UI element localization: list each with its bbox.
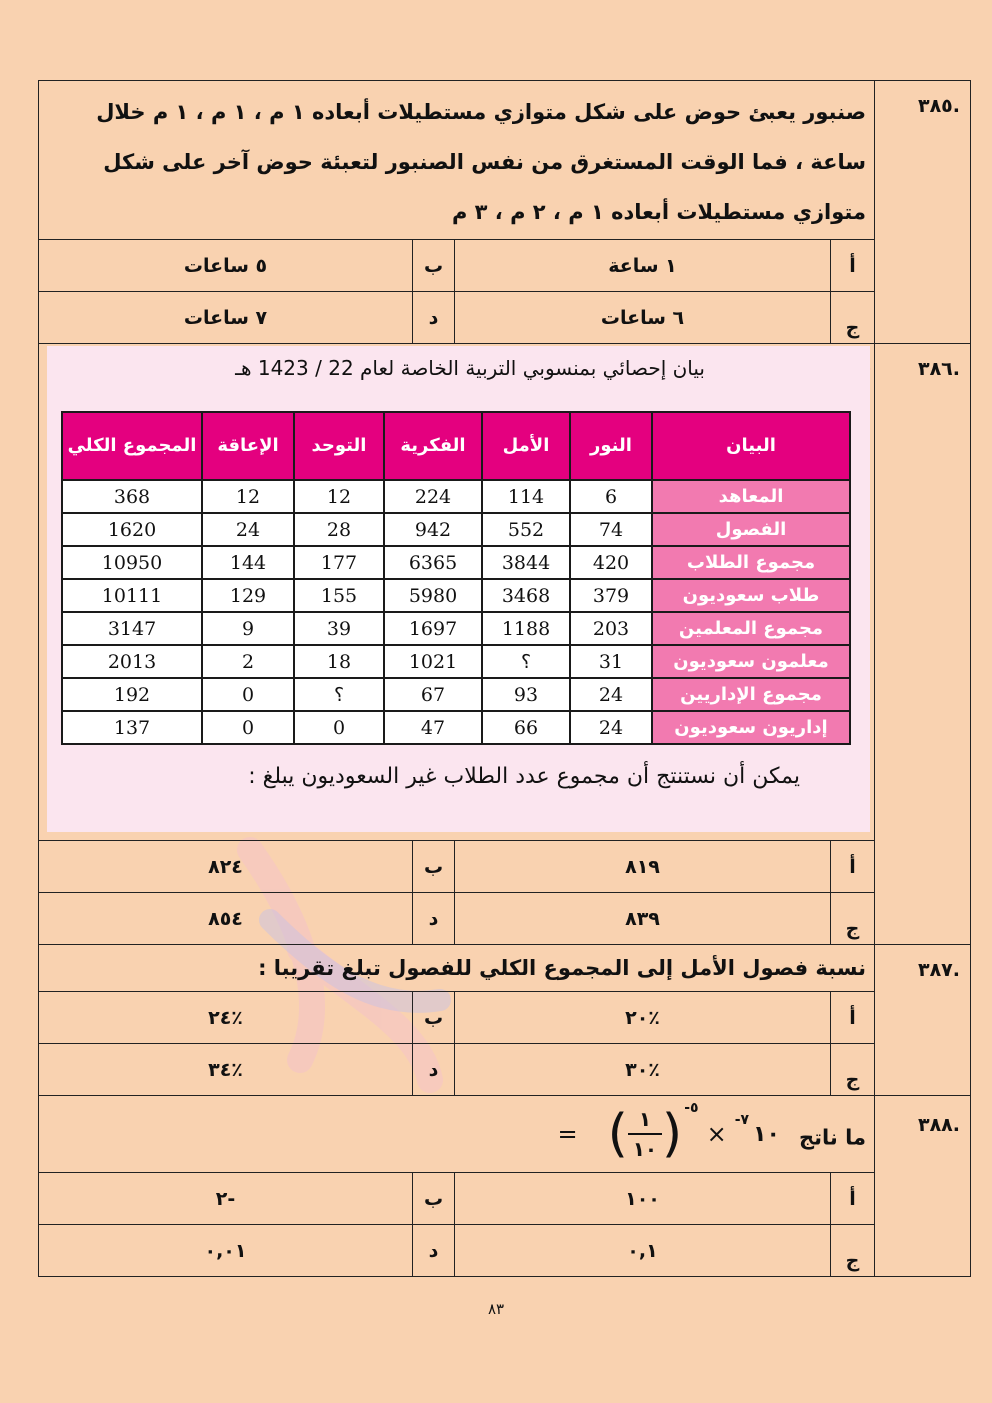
q386-letter-d: د <box>413 893 455 945</box>
table-cell: 24 <box>570 678 652 711</box>
q386-option-a[interactable]: ٨١٩ <box>455 841 831 893</box>
q387-letter-d: د <box>413 1044 455 1096</box>
table-cell: 9 <box>202 612 294 645</box>
table-cell: 5980 <box>384 579 482 612</box>
table-cell: 18 <box>294 645 384 678</box>
table-cell: 6 <box>570 480 652 513</box>
q388-letter-c: ج <box>831 1225 875 1277</box>
q385-stem-row <box>39 81 971 240</box>
q387-letter-c: ج <box>831 1044 875 1096</box>
q388-option-a[interactable]: ١٠٠ <box>455 1173 831 1225</box>
q388-times: × <box>706 1120 727 1148</box>
q385-letter-d: د <box>413 292 455 344</box>
table-row <box>62 711 850 744</box>
row-label: معلمون سعوديون <box>652 645 850 678</box>
q385-text: صنبور يعبئ حوض على شكل متوازي مستطيلات أبعاده ١ م ، ١ م ، ١ م خلال ساعة ، فما الوقت المستغرق من نفس الصنبور لتعبئة حوض آخر على شكل متوازي مستطيلات أبعاده ١ م ، ٢ م ، ٣ م <box>39 81 875 240</box>
row-label: الفصول <box>652 513 850 546</box>
q386-stem-row <box>39 344 971 841</box>
table-cell: 67 <box>384 678 482 711</box>
table-cell: 2013 <box>62 645 202 678</box>
q387-option-c[interactable]: ٪٣٠ <box>455 1044 831 1096</box>
table-cell: ؟ <box>294 678 384 711</box>
q388-exponent-2: -٥ <box>684 1100 699 1116</box>
row-label: المعاهد <box>652 480 850 513</box>
header-cell: التوحد <box>294 412 384 480</box>
table-cell: 224 <box>384 480 482 513</box>
q387-option-a[interactable]: ٪٢٠ <box>455 992 831 1044</box>
table-cell: 203 <box>570 612 652 645</box>
q385-options-row-2 <box>39 292 971 344</box>
left-paren-icon: ( <box>607 1104 628 1164</box>
page-number: ٨٣ <box>487 1300 505 1318</box>
q387-letter-b: ب <box>413 992 455 1044</box>
table-row <box>62 612 850 645</box>
q386-content <box>39 344 875 841</box>
table-cell: 3468 <box>482 579 570 612</box>
table-cell: 10950 <box>62 546 202 579</box>
q387-options-row-2 <box>39 1044 971 1096</box>
q385-options-row-1 <box>39 240 971 292</box>
header-cell: النور <box>570 412 652 480</box>
q386-options-row-2 <box>39 893 971 945</box>
table-cell: 47 <box>384 711 482 744</box>
table-cell: 0 <box>202 678 294 711</box>
table-cell: 192 <box>62 678 202 711</box>
table-cell: 0 <box>202 711 294 744</box>
q385-letter-c: ج <box>831 292 875 344</box>
statistics-header-row <box>62 412 850 480</box>
q388-denominator: ١٠ <box>632 1137 658 1161</box>
q388-letter-b: ب <box>413 1173 455 1225</box>
row-label: مجموع الطلاب <box>652 546 850 579</box>
table-row <box>62 480 850 513</box>
table-cell: 6365 <box>384 546 482 579</box>
header-cell: المجموع الكلي <box>62 412 202 480</box>
header-cell: الفكرية <box>384 412 482 480</box>
q388-option-d[interactable]: ٠,٠١ <box>39 1225 413 1277</box>
q388-lead: ما ناتج <box>799 1125 866 1150</box>
table-cell: 420 <box>570 546 652 579</box>
q386-question: يمكن أن نستنتج أن مجموع عدد الطلاب غير السعوديون يبلغ : <box>248 764 800 789</box>
q386-options-row-1 <box>39 841 971 893</box>
table-cell: 552 <box>482 513 570 546</box>
q386-letter-a: أ <box>831 841 875 893</box>
q388-number: .٣٨٨ <box>875 1096 971 1277</box>
q385-option-a[interactable]: ١ ساعة <box>455 240 831 292</box>
table-cell: 144 <box>202 546 294 579</box>
question-sheet <box>38 80 971 1277</box>
q387-text: نسبة فصول الأمل إلى المجموع الكلي للفصول تبلغ تقريبا : <box>39 945 875 992</box>
q388-base: ١٠ <box>753 1121 780 1147</box>
table-cell: 24 <box>570 711 652 744</box>
q388-stem-row <box>39 1096 971 1173</box>
row-label: مجموع الإداريين <box>652 678 850 711</box>
table-cell: 3844 <box>482 546 570 579</box>
q388-exponent-1: -٧ <box>734 1112 750 1128</box>
table-row <box>62 513 850 546</box>
table-row <box>62 546 850 579</box>
q385-option-b[interactable]: ٥ ساعات <box>39 240 413 292</box>
table-cell: 942 <box>384 513 482 546</box>
q386-letter-c: ج <box>831 893 875 945</box>
q388-option-b[interactable]: -٢ <box>39 1173 413 1225</box>
table-row <box>62 678 850 711</box>
table-cell: 1188 <box>482 612 570 645</box>
table-cell: 177 <box>294 546 384 579</box>
row-label: طلاب سعوديون <box>652 579 850 612</box>
statistics-title: بيان إحصائي بمنسوبي التربية الخاصة لعام 22 / 1423 هـ <box>235 356 705 380</box>
table-cell: 31 <box>570 645 652 678</box>
q387-option-d[interactable]: ٪٣٤ <box>39 1044 413 1096</box>
q386-option-d[interactable]: ٨٥٤ <box>39 893 413 945</box>
table-cell: 368 <box>62 480 202 513</box>
table-cell: 24 <box>202 513 294 546</box>
header-cell: الأمل <box>482 412 570 480</box>
q388-equals: = <box>557 1120 578 1148</box>
table-cell: 93 <box>482 678 570 711</box>
table-row <box>62 579 850 612</box>
q386-number: .٣٨٦ <box>875 344 971 945</box>
q388-fraction <box>628 1107 662 1161</box>
table-cell: 379 <box>570 579 652 612</box>
q385-letter-b: ب <box>413 240 455 292</box>
table-cell: 66 <box>482 711 570 744</box>
q387-options-row-1 <box>39 992 971 1044</box>
q385-number: .٣٨٥ <box>875 81 971 344</box>
fraction-bar <box>628 1133 662 1135</box>
q388-expression <box>39 1096 875 1173</box>
header-cell: الإعاقة <box>202 412 294 480</box>
q385-option-c[interactable]: ٦ ساعات <box>455 292 831 344</box>
table-cell: 74 <box>570 513 652 546</box>
q386-option-b[interactable]: ٨٢٤ <box>39 841 413 893</box>
q388-numerator: ١ <box>638 1107 652 1131</box>
row-label: مجموع المعلمين <box>652 612 850 645</box>
table-row <box>62 645 850 678</box>
q385-option-d[interactable]: ٧ ساعات <box>39 292 413 344</box>
table-cell: ؟ <box>482 645 570 678</box>
row-label: إداريون سعوديون <box>652 711 850 744</box>
table-cell: 129 <box>202 579 294 612</box>
table-cell: 1620 <box>62 513 202 546</box>
q387-option-b[interactable]: ٪٢٤ <box>39 992 413 1044</box>
statistics-table <box>61 411 851 745</box>
table-cell: 1697 <box>384 612 482 645</box>
table-cell: 137 <box>62 711 202 744</box>
table-cell: 10111 <box>62 579 202 612</box>
table-cell: 1021 <box>384 645 482 678</box>
table-cell: 39 <box>294 612 384 645</box>
q388-letter-d: د <box>413 1225 455 1277</box>
q388-formula <box>557 1100 780 1164</box>
q385-letter-a: أ <box>831 240 875 292</box>
q388-option-c[interactable]: ٠,١ <box>455 1225 831 1277</box>
table-cell: 12 <box>202 480 294 513</box>
table-cell: 114 <box>482 480 570 513</box>
table-cell: 28 <box>294 513 384 546</box>
q387-letter-a: أ <box>831 992 875 1044</box>
q388-letter-a: أ <box>831 1173 875 1225</box>
table-cell: 2 <box>202 645 294 678</box>
table-cell: 3147 <box>62 612 202 645</box>
table-cell: 12 <box>294 480 384 513</box>
q387-stem-row <box>39 945 971 992</box>
q388-options-row-1 <box>39 1173 971 1225</box>
table-cell: 155 <box>294 579 384 612</box>
header-cell: البيان <box>652 412 850 480</box>
q386-option-c[interactable]: ٨٣٩ <box>455 893 831 945</box>
right-paren-icon: ) <box>661 1104 683 1164</box>
statistics-panel <box>47 346 870 832</box>
q388-options-row-2 <box>39 1225 971 1277</box>
q387-number: .٣٨٧ <box>875 945 971 1096</box>
table-cell: 0 <box>294 711 384 744</box>
q386-letter-b: ب <box>413 841 455 893</box>
